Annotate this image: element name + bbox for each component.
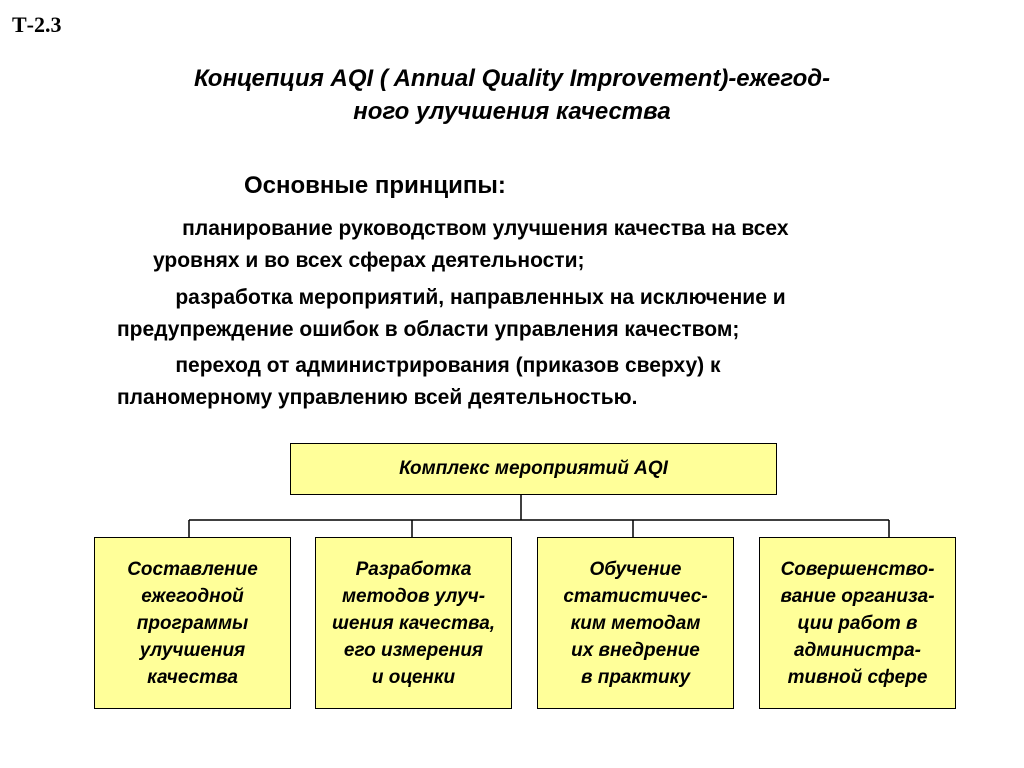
principle-2: разработка мероприятий, направленных на исключение и предупреждение ошибок в области управления качеством; [117,286,786,341]
principle-3: переход от администрирования (приказов сверху) к планомерному управлению всей деятельностью. [117,354,721,409]
principle-1: планирование руководством улучшения качества на всех уровнях и во всех сферах деятельности; [153,217,789,272]
diagram-root-box [290,443,777,495]
title-line-1: Концепция AQI ( Annual Quality Improvement)-ежегод- [193,65,831,92]
title-line-2: ного улучшения качества [353,98,671,125]
principles-heading: Основные принципы: [244,172,506,199]
diagram-child-label-2: Разработка методов улуч- шения качества, его измерения и оценки [331,558,496,688]
diagram-child-label-3: Обучение статистичес- ким методам их внедрение в практику [563,558,708,688]
diagram-child-box-1 [94,537,291,709]
diagram-child-label-4: Совершенство- вание организа- ции работ в администра- тивной сфере [780,558,935,688]
diagram-child-box-3 [537,537,734,709]
slide-id: Т-2.3 [12,12,62,37]
diagram-child-box-2 [315,537,512,709]
diagram-child-label-1: Составление ежегодной программы улучшения качества [127,558,258,688]
diagram-child-box-4 [759,537,956,709]
diagram-root-label: Комплекс мероприятий AQI [399,458,668,479]
